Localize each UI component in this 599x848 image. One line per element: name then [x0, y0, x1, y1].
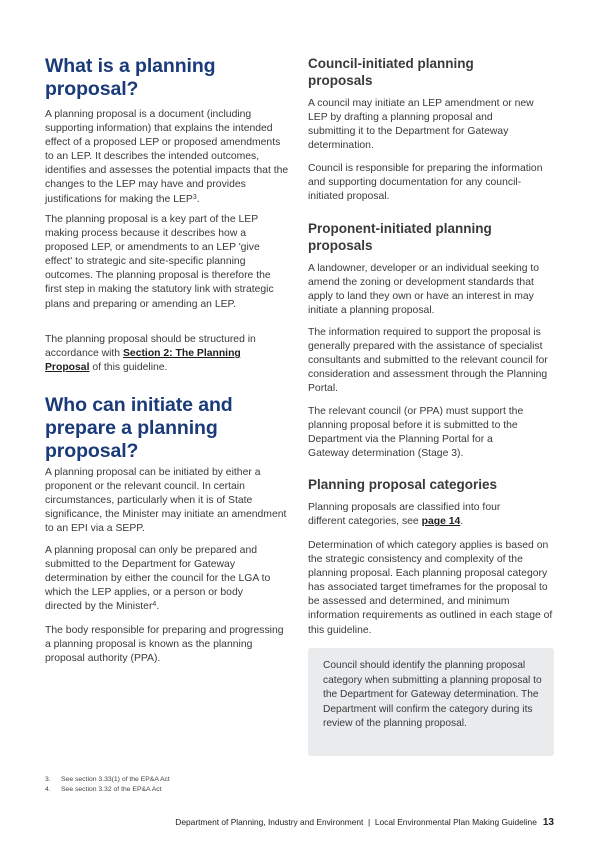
paragraph-who-1: A planning proposal can be initiated by either a proponent or the relevant council. In certain circumstances, particularly when it is of State significance, the Minister may initiate an amendment to an EPI via a SEPP.	[45, 467, 287, 535]
heading-who-can-initiate: Who can initiate and prepare a planning proposal?	[45, 394, 233, 462]
footnote-ref-3: 3	[192, 193, 197, 201]
paragraph-categories-2: Determination of which category applies is based on the strategic consistency and complexity of the planning proposal. Each planning proposal category has associated target timeframes for the proposal to be assessed and determined, and minimum information requirements as outlined in each stage of this guideline.	[308, 540, 553, 636]
page-number: 13	[542, 817, 554, 828]
paragraph-council-1: A council may initiate an LEP amendment or new LEP by drafting a planning proposal and submitting it to the Department for Gateway determination.	[308, 98, 534, 152]
paragraph-who-2-text: A planning proposal can only be prepared and submitted to the Department for Gateway determination by either the council for the LGA to which the LEP applies, or a person or body directed by the Minister	[45, 545, 271, 613]
footnote-3-number: 3.	[45, 776, 51, 783]
heading-proponent-initiated: Proponent-initiated planning proposals	[308, 221, 492, 253]
page-footer	[175, 817, 554, 828]
paragraph-what-1-end: .	[196, 193, 200, 205]
heading-planning-categories: Planning proposal categories	[308, 477, 498, 492]
footnote-3	[45, 775, 170, 784]
paragraph-categories-1-pre: Planning proposals are classified into four different categories, see	[308, 502, 501, 528]
paragraph-what-2: The planning proposal is a key part of the LEP making process because it describes how a proposed LEP, or amendments to an LEP 'give effect' to strategic and site-specific planning outcomes. The planning proposal is therefore the first step in making the statutory link with strategic plans and preparing or amending an LEP.	[45, 214, 274, 310]
paragraph-who-2-end: .	[156, 601, 160, 613]
paragraph-proponent-3: The relevant council (or PPA) must support the planning proposal before it is submitted to the Department via the Planning Portal for a Gateway determination (Stage 3).	[308, 406, 524, 460]
paragraph-what-3	[45, 333, 269, 375]
heading-council-initiated: Council-initiated planning proposals	[308, 56, 474, 88]
paragraph-what-3-pre: The planning proposal should be structured in accordance with	[45, 334, 256, 360]
callout-text: Council should identify the planning proposal category when submitting a planning proposal to the Department for Gateway determination. The Department will confirm the category during its review of the planning proposal.	[323, 660, 542, 730]
heading-what-is-planning-proposal: What is a planning proposal?	[45, 55, 216, 100]
category-callout-box	[308, 648, 554, 756]
footer-text: Department of Planning, Industry and Environment | Local Environmental Plan Making Guideline	[175, 817, 537, 827]
paragraph-what-1-text: A planning proposal is a document (including supporting information) that explains the intended effect of a proposed LEP or proposed amendments to an LEP. It describes the intended outcomes, identifies and assesses the potential impacts that the changes to the LEP may have and provides justifications for making the LEP	[45, 109, 289, 205]
paragraph-proponent-1: A landowner, developer or an individual seeking to amend the zoning or development standards that apply to land they own or have an interest in may initiate a planning proposal.	[308, 263, 540, 317]
paragraph-council-2: Council is responsible for preparing the information and supporting documentation for any council-initiated proposal.	[308, 163, 543, 203]
footnote-4-text: See section 3.32 of the EP&A Act	[61, 786, 162, 793]
page-14-link[interactable]: page 14	[421, 516, 461, 528]
paragraph-what-3-post: of this guideline.	[89, 362, 168, 374]
paragraph-what-1	[45, 108, 290, 207]
footnote-3-text: See section 3.33(1) of the EP&A Act	[61, 776, 170, 783]
footnote-ref-4: 4	[152, 601, 157, 609]
section-2-link[interactable]: Section 2: The Planning Proposal	[45, 348, 241, 374]
footnote-4-number: 4.	[45, 786, 51, 793]
paragraph-categories-1-post: .	[460, 516, 464, 528]
paragraph-categories-1	[308, 501, 528, 529]
paragraph-proponent-2: The information required to support the proposal is generally prepared with the assistance of specialist consultants and submitted to the relevant council for consideration and assessment through the Planning Portal.	[308, 327, 548, 395]
paragraph-who-3: The body responsible for preparing and progressing a planning proposal is known as the planning proposal authority (PPA).	[45, 625, 284, 665]
footnote-4	[45, 785, 162, 794]
paragraph-who-2	[45, 544, 281, 614]
